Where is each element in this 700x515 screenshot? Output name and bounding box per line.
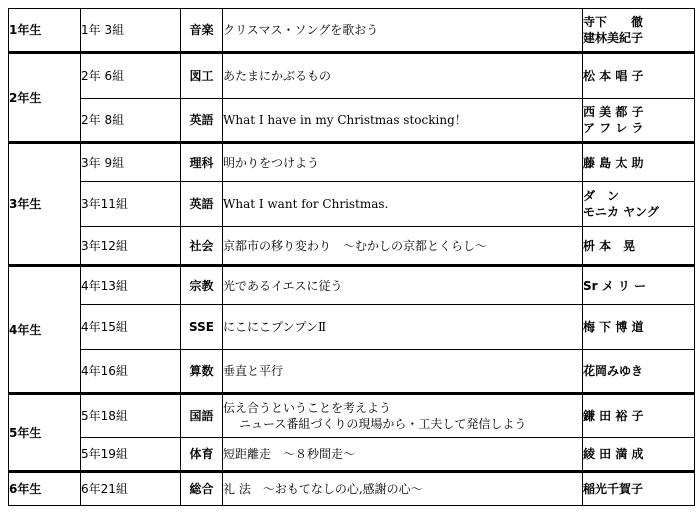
teacher-name: 鎌 田 裕 子 [583, 409, 644, 423]
theme-text: にこにこプンプンⅡ [223, 320, 327, 334]
teacher-cell [583, 438, 695, 472]
theme-cell [223, 9, 583, 53]
class-cell: 3年 9組 [81, 143, 181, 182]
teacher-name: 梅 下 博 道 [583, 320, 644, 334]
theme-text: 短距離走 ～８秒間走～ [223, 447, 356, 461]
subject-cell: 音楽 [181, 9, 223, 53]
teacher-cell [583, 266, 695, 305]
teacher-name: モニカ ヤング [583, 205, 659, 219]
table-row [9, 53, 695, 99]
teacher-cell [583, 53, 695, 99]
teacher-cell [583, 143, 695, 182]
theme-text: あたまにかぶるもの [223, 69, 332, 83]
class-cell: 3年11組 [81, 182, 181, 227]
theme-cell [223, 182, 583, 227]
grade-cell: 3年生 [9, 143, 81, 266]
table-row [9, 99, 695, 143]
teacher-cell [583, 182, 695, 227]
teacher-name: 稲光千賀子 [583, 482, 644, 496]
class-cell: 4年15組 [81, 305, 181, 350]
subject-cell: 図工 [181, 53, 223, 99]
theme-cell [223, 266, 583, 305]
subject-cell: 社会 [181, 227, 223, 266]
theme-text: What I have in my Christmas stocking！ [223, 113, 467, 127]
class-cell: 1年 3組 [81, 9, 181, 53]
class-cell: 2年 6組 [81, 53, 181, 99]
teacher-name: 藤 島 太 助 [583, 155, 644, 170]
theme-text: 伝え合うということを考えよう [223, 401, 392, 415]
teacher-name: 花岡みゆき [583, 364, 644, 378]
class-cell: 2年 8組 [81, 99, 181, 143]
theme-cell [223, 394, 583, 438]
class-cell: 5年18組 [81, 394, 181, 438]
theme-cell [223, 53, 583, 99]
teacher-cell [583, 99, 695, 143]
table-row [9, 350, 695, 394]
subject-cell: 英語 [181, 182, 223, 227]
teacher-name: 寺下 徹 [583, 15, 644, 29]
grade-cell: 1年生 [9, 9, 81, 53]
table-row [9, 394, 695, 438]
table-row [9, 305, 695, 350]
table-row [9, 438, 695, 472]
teacher-name: 松 本 唱 子 [583, 69, 644, 83]
grade-cell: 2年生 [9, 53, 81, 143]
class-cell: 6年21組 [81, 472, 181, 506]
theme-text: 垂直と平行 [223, 364, 284, 378]
grade-cell: 6年生 [9, 472, 81, 506]
subject-cell: 理科 [181, 143, 223, 182]
class-schedule-table [8, 8, 695, 506]
theme-text: 明かりをつけよう [223, 155, 320, 170]
theme-text: 光であるイエスに従う [223, 278, 343, 293]
theme-text: What I want for Christmas. [223, 197, 389, 211]
teacher-name: ア フ レ ラ [583, 121, 644, 135]
teacher-name: 建林美紀子 [583, 31, 644, 45]
grade-cell: 5年生 [9, 394, 81, 472]
theme-cell [223, 227, 583, 266]
subject-cell: 総合 [181, 472, 223, 506]
teacher-name: 綾 田 満 成 [583, 447, 644, 461]
class-cell: 4年16組 [81, 350, 181, 394]
theme-cell [223, 99, 583, 143]
subject-cell: 体育 [181, 438, 223, 472]
table-row [9, 143, 695, 182]
theme-text: 京都市の移り変わり ～むかしの京都とくらし～ [223, 238, 488, 253]
teacher-cell [583, 350, 695, 394]
subject-cell: 国語 [181, 394, 223, 438]
theme-text: クリスマス・ソングを歌おう [223, 23, 379, 37]
subject-cell: SSE [181, 305, 223, 350]
teacher-cell [583, 9, 695, 53]
class-cell: 4年13組 [81, 266, 181, 305]
table-row [9, 227, 695, 266]
subject-cell: 宗教 [181, 266, 223, 305]
theme-cell [223, 143, 583, 182]
theme-cell [223, 350, 583, 394]
table-row [9, 266, 695, 305]
class-cell: 3年12組 [81, 227, 181, 266]
table-row [9, 9, 695, 53]
teacher-name: 西 美 都 子 [583, 105, 644, 119]
grade-cell: 4年生 [9, 266, 81, 394]
theme-subtext: ニュース番組づくりの現場から・工夫して発信しよう [239, 417, 527, 431]
teacher-cell [583, 472, 695, 506]
subject-cell: 算数 [181, 350, 223, 394]
teacher-name: 枡 本 晃 [583, 238, 636, 253]
theme-cell [223, 305, 583, 350]
teacher-name: ダ ン [583, 189, 620, 203]
theme-cell [223, 438, 583, 472]
theme-text: 礼 法 ～おもてなしの心,感謝の心～ [223, 482, 423, 496]
teacher-name: Sr メ リ ー [583, 278, 647, 293]
teacher-cell [583, 394, 695, 438]
theme-cell [223, 472, 583, 506]
teacher-cell [583, 305, 695, 350]
table-row [9, 182, 695, 227]
subject-cell: 英語 [181, 99, 223, 143]
teacher-cell [583, 227, 695, 266]
class-cell: 5年19組 [81, 438, 181, 472]
table-row [9, 472, 695, 506]
